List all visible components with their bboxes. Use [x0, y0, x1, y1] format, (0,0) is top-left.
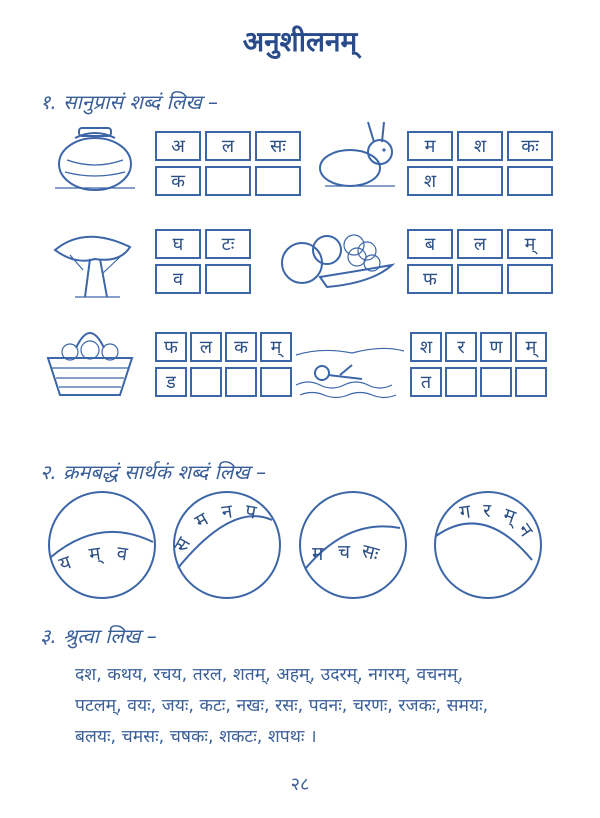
basket-row2-box-3[interactable] — [225, 367, 257, 397]
fruits-row1-box-2[interactable]: ल — [457, 229, 503, 259]
swimmer-row2-box-3[interactable] — [480, 367, 512, 397]
tree-row2-box-1[interactable]: व — [155, 264, 201, 294]
circle-4-letter-3: म् — [500, 503, 519, 529]
circle-2 — [170, 492, 280, 598]
basket-row1-box-1[interactable]: फ — [155, 332, 187, 362]
word-line-2: पटलम्, वयः, जयः, कटः, नखः, रसः, पवनः, चरणः, रजकः, समयः, — [75, 696, 489, 716]
pot-row2-box-3[interactable] — [255, 166, 301, 196]
basket-row2-box-1[interactable]: ड — [155, 367, 187, 397]
section-2-heading: २. क्रमबद्धं सार्थकं शब्दं लिख – — [40, 460, 267, 484]
basket-row1-box-2[interactable]: ल — [190, 332, 222, 362]
swimmer-row1-box-1[interactable]: श — [410, 332, 442, 362]
basket-row2-box-2[interactable] — [190, 367, 222, 397]
swimmer-row1-box-3[interactable]: ण — [480, 332, 512, 362]
tree-illustration — [45, 225, 140, 305]
page-number: २८ — [290, 774, 310, 795]
swimmer-row2-box-1[interactable]: त — [410, 367, 442, 397]
circle-3-letter-3: सः — [359, 539, 382, 566]
rabbit-row2-box-1[interactable]: श — [407, 166, 453, 196]
circle-2-letter-3: न — [220, 500, 234, 524]
rabbit-row2-box-2[interactable] — [457, 166, 503, 196]
fruits-row2-box-1[interactable]: फ — [407, 264, 453, 294]
circle-1-letter-3: व — [115, 542, 129, 566]
pot-row1-box-2[interactable]: ल — [205, 131, 251, 161]
fruits-illustration — [272, 225, 402, 295]
pot-row1-box-1[interactable]: अ — [155, 131, 201, 161]
word-line-3: बलयः, चमसः, चषकः, शकटः, शपथः । — [75, 727, 317, 747]
circle-1-letter-1: य — [56, 551, 75, 576]
pot-illustration — [45, 120, 145, 195]
word-line-1: दश, कथय, रचय, तरल, शतम्, अहम्, उदरम्, नगरम्, वचनम्, — [75, 665, 464, 685]
pot-row2-box-1[interactable]: क — [155, 166, 201, 196]
tree-row1-box-2[interactable]: टः — [205, 229, 251, 259]
circle-4-letter-1: ग — [458, 500, 472, 524]
section-3-heading: ३. श्रुत्वा लिख – — [40, 624, 157, 648]
circle-4 — [435, 492, 541, 598]
fruits-row1-box-3[interactable]: म् — [507, 229, 553, 259]
basket-row2-box-4[interactable] — [260, 367, 292, 397]
section-1-heading: १. सानुप्रासं शब्दं लिख – — [40, 90, 219, 114]
circle-2-letter-4: प — [243, 500, 258, 524]
circle-4-letter-4: न — [513, 519, 538, 541]
tree-row2-box-2[interactable] — [205, 264, 251, 294]
swimmer-row2-box-4[interactable] — [515, 367, 547, 397]
rabbit-row1-box-1[interactable]: म — [407, 131, 453, 161]
word-list — [75, 660, 575, 753]
basket-illustration — [40, 320, 140, 405]
rabbit-row2-box-3[interactable] — [507, 166, 553, 196]
page-title: अनुशीलनम् — [242, 25, 358, 58]
circle-1-letter-2: म् — [87, 542, 102, 566]
swimmer-row2-box-2[interactable] — [445, 367, 477, 397]
letter-circles — [0, 488, 600, 608]
rabbit-illustration — [310, 120, 405, 195]
fruits-row1-box-1[interactable]: ब — [407, 229, 453, 259]
rabbit-row1-box-2[interactable]: श — [457, 131, 503, 161]
circle-1 — [49, 492, 155, 598]
circle-2-letter-1: स — [169, 533, 196, 556]
basket-row1-box-4[interactable]: म् — [260, 332, 292, 362]
circle-3-letter-1: म — [312, 543, 324, 565]
tree-row1-box-1[interactable]: घ — [155, 229, 201, 259]
fruits-row2-box-2[interactable] — [457, 264, 503, 294]
pot-row2-box-2[interactable] — [205, 166, 251, 196]
circle-4-letter-2: र — [482, 499, 492, 523]
pot-row1-box-3[interactable]: सः — [255, 131, 301, 161]
swimmer-row1-box-2[interactable]: र — [445, 332, 477, 362]
swimmer-illustration — [292, 335, 410, 400]
rabbit-row1-box-3[interactable]: कः — [507, 131, 553, 161]
swimmer-row1-box-4[interactable]: म् — [515, 332, 547, 362]
basket-row1-box-3[interactable]: क — [225, 332, 257, 362]
circle-3-letter-2: च — [338, 541, 351, 563]
circle-2-letter-2: म — [191, 508, 213, 533]
circle-3 — [300, 492, 406, 598]
fruits-row2-box-3[interactable] — [507, 264, 553, 294]
